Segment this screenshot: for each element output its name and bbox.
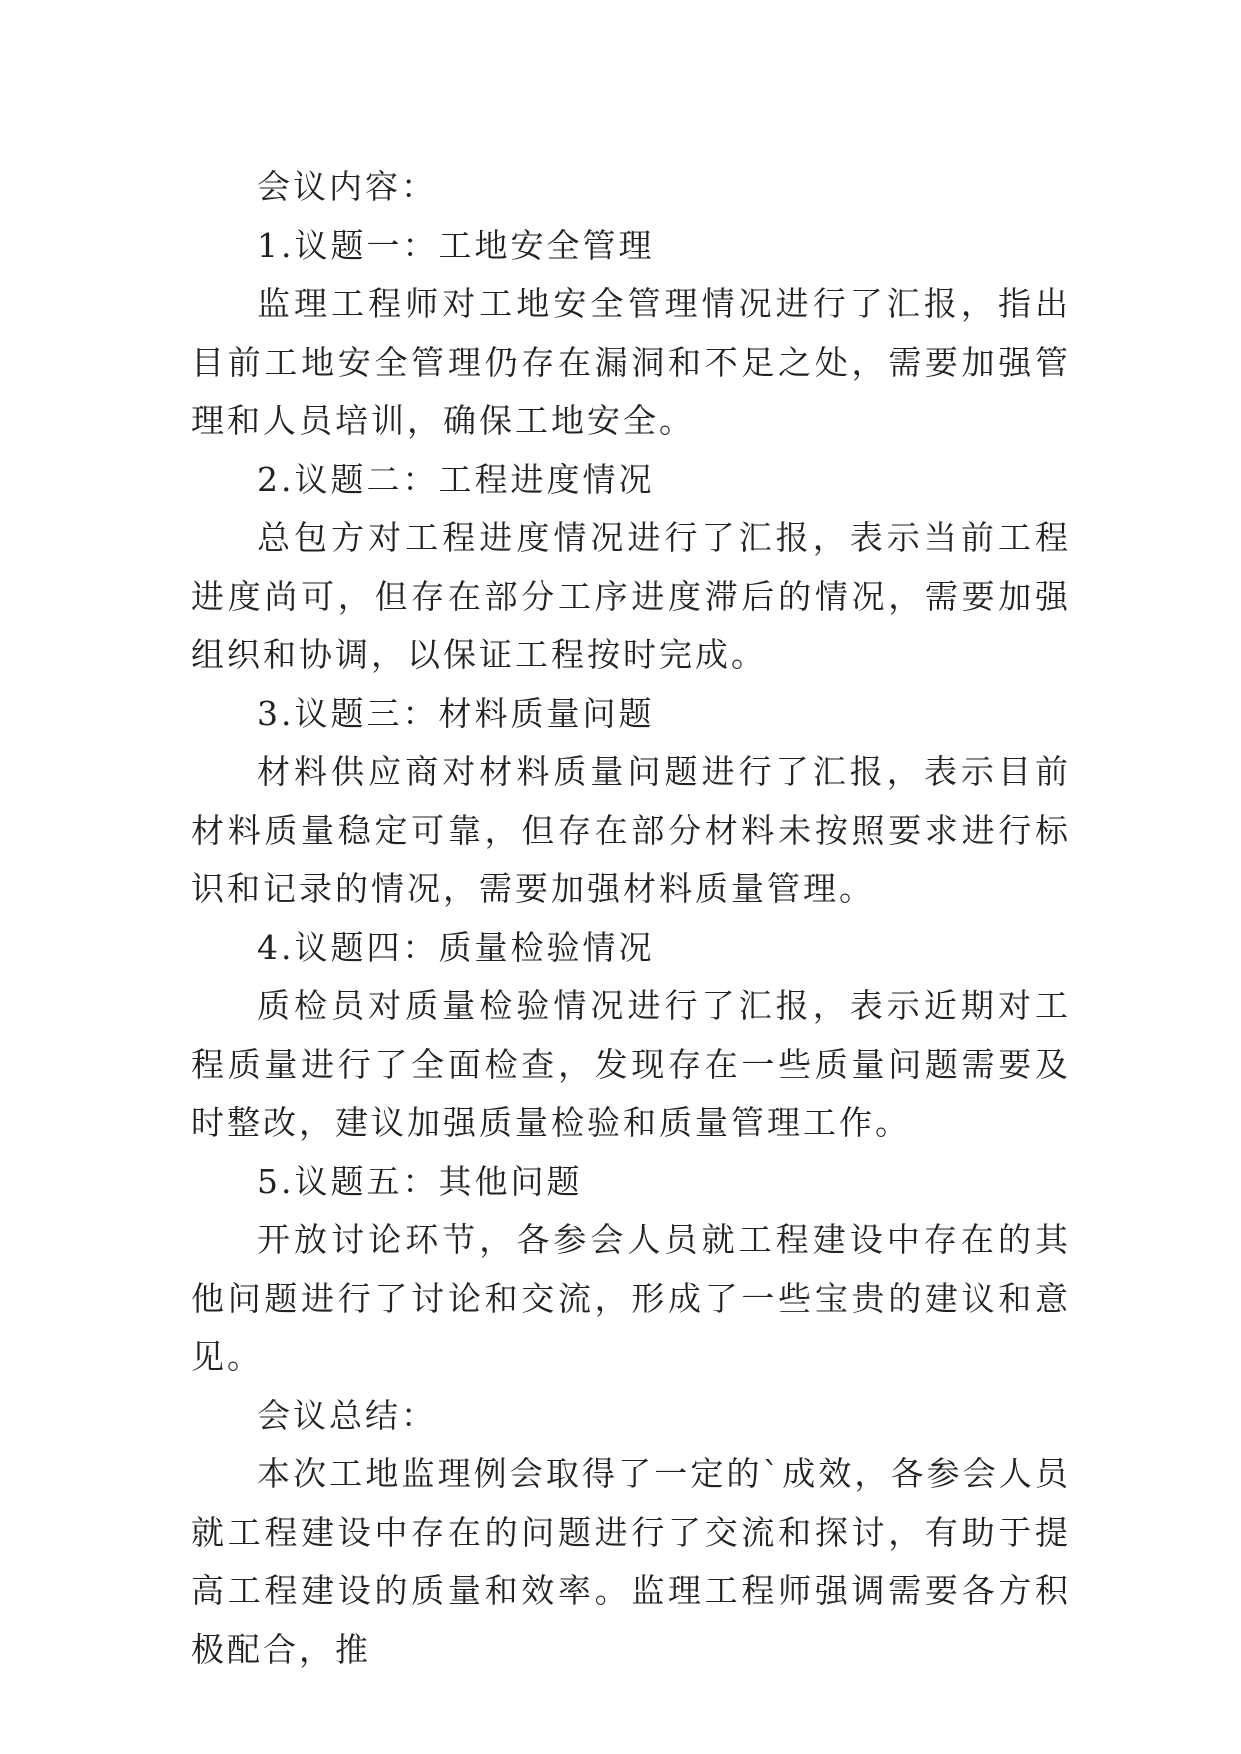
summary-body: 本次工地监理例会取得了一定的`成效，各参会人员就工程建设中存在的问题进行了交流和探讨，有助于提高工程建设的质量和效率。监理工程师强调需要各方积极配合，推 (191, 1454, 1071, 1669)
topic-2-body: 总包方对工程进度情况进行了汇报，表示当前工程进度尚可，但存在部分工序进度滞后的情况，需要加强组织和协调，以保证工程按时完成。 (191, 518, 1071, 674)
topic-5-heading: 5.议题五：其他问题 (257, 1161, 583, 1201)
section-heading-meeting-summary: 会议总结： (257, 1395, 437, 1435)
topic-3-heading: 3.议题三：材料质量问题 (257, 693, 655, 733)
document-body (191, 158, 1071, 1679)
section-heading-meeting-content: 会议内容： (257, 167, 437, 206)
topic-1-body: 监理工程师对工地安全管理情况进行了汇报，指出目前工地安全管理仍存在漏洞和不足之处，需要加强管理和人员培训，确保工地安全。 (191, 284, 1071, 440)
topic-4-heading: 4.议题四：质量检验情况 (257, 927, 655, 967)
topic-3-body: 材料供应商对材料质量问题进行了汇报，表示目前材料质量稳定可靠，但存在部分材料未按照要求进行标识和记录的情况，需要加强材料质量管理。 (191, 752, 1071, 908)
topic-5-body: 开放讨论环节，各参会人员就工程建设中存在的其他问题进行了讨论和交流，形成了一些宝贵的建议和意见。 (191, 1220, 1071, 1376)
topic-2-heading: 2.议题二：工程进度情况 (257, 459, 655, 499)
topic-1-heading: 1.议题一：工地安全管理 (257, 225, 655, 265)
topic-4-body: 质检员对质量检验情况进行了汇报，表示近期对工程质量进行了全面检查，发现存在一些质量问题需要及时整改，建议加强质量检验和质量管理工作。 (191, 986, 1071, 1142)
